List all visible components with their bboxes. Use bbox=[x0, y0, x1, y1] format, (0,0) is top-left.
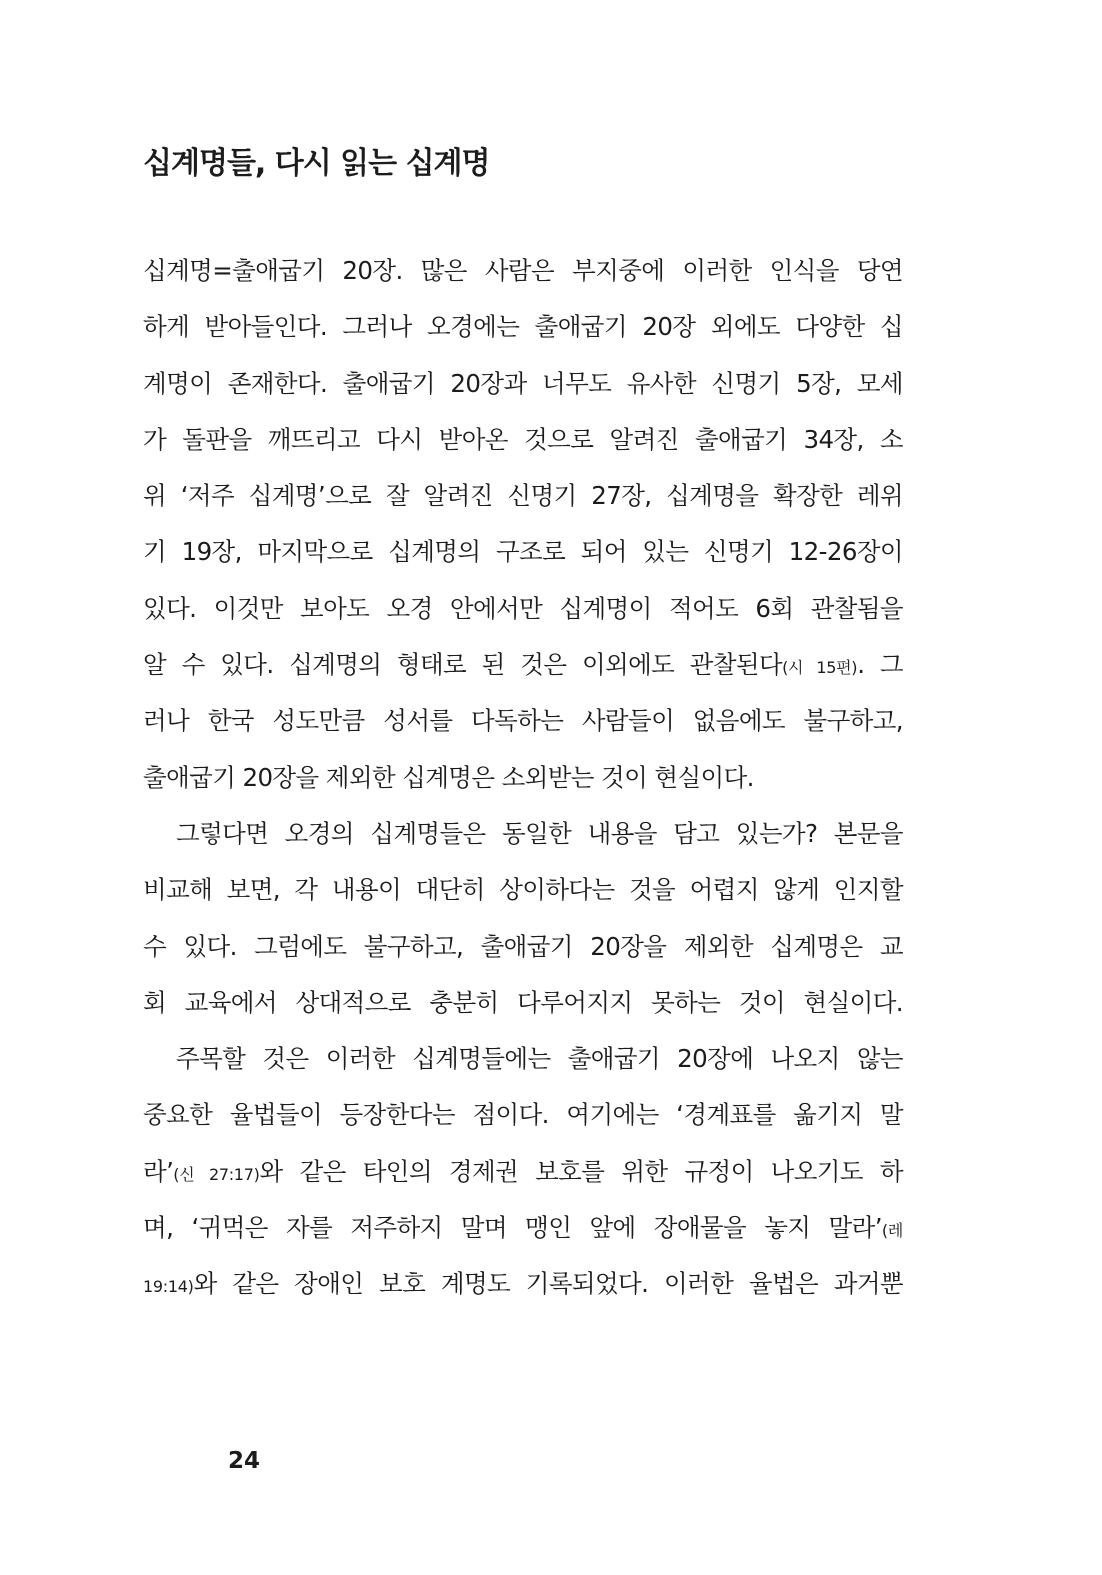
text-run: 며, ‘귀먹은 자를 저주하지 말며 맹인 앞에 장애물을 놓지 말라’ bbox=[143, 1213, 882, 1243]
text-line bbox=[143, 1200, 903, 1256]
text-line: 십계명=출애굽기 20장. 많은 사람은 부지중에 이러한 인식을 당연 bbox=[143, 256, 903, 285]
text-line: 그렇다면 오경의 십계명들은 동일한 내용을 담고 있는가? 본문을 bbox=[176, 818, 903, 848]
text-run: . 그 bbox=[857, 650, 903, 680]
text-line: 비교해 보면, 각 내용이 대단히 상이하다는 것을 어렵지 않게 인지할 bbox=[143, 875, 903, 905]
citation-note: (시 15편) bbox=[782, 658, 858, 678]
text-line: 위 ‘저주 십계명’으로 잘 알려진 신명기 27장, 십계명을 확장한 레위 bbox=[143, 481, 903, 511]
text-line bbox=[143, 637, 903, 693]
text-run: 라’ bbox=[143, 1156, 174, 1186]
text-line: 러나 한국 성도만큼 성서를 다독하는 사람들이 없음에도 불구하고, bbox=[143, 706, 903, 736]
section-title: 십계명들, 다시 읽는 십계명 bbox=[143, 146, 490, 181]
text-line: 계명이 존재한다. 출애굽기 20장과 너무도 유사한 신명기 5장, 모세 bbox=[143, 368, 903, 398]
text-run: 와 같은 장애인 보호 계명도 기록되었다. 이러한 율법은 과거뿐 bbox=[193, 1269, 903, 1299]
text-line: 회 교육에서 상대적으로 충분히 다루어지지 못하는 것이 현실이다. bbox=[143, 987, 903, 1017]
text-line: 중요한 율법들이 등장한다는 점이다. 여기에는 ‘경계표를 옮기지 말 bbox=[143, 1100, 903, 1130]
text-line: 기 19장, 마지막으로 십계명의 구조로 되어 있는 신명기 12-26장이 bbox=[143, 537, 903, 567]
body-text bbox=[143, 243, 903, 1313]
text-line: 출애굽기 20장을 제외한 십계명은 소외받는 것이 현실이다. bbox=[143, 762, 754, 792]
citation-note: (레 bbox=[881, 1221, 903, 1241]
text-line: 하게 받아들인다. 그러나 오경에는 출애굽기 20장 외에도 다양한 십 bbox=[143, 312, 903, 342]
text-line bbox=[143, 1256, 903, 1312]
text-line: 주목할 것은 이러한 십계명들에는 출애굽기 20장에 나오지 않는 bbox=[176, 1044, 903, 1074]
text-run: 와 같은 타인의 경제권 보호를 위한 규정이 나오기도 하 bbox=[259, 1156, 903, 1186]
text-run: 알 수 있다. 십계명의 형태로 된 것은 이외에도 관찰된다 bbox=[143, 650, 783, 680]
text-line bbox=[143, 1144, 903, 1200]
text-line: 가 돌판을 깨뜨리고 다시 받아온 것으로 알려진 출애굽기 34장, 소 bbox=[143, 424, 903, 454]
text-line: 수 있다. 그럼에도 불구하고, 출애굽기 20장을 제외한 십계명은 교 bbox=[143, 931, 903, 961]
page-number: 24 bbox=[228, 1448, 261, 1474]
text-line: 있다. 이것만 보아도 오경 안에서만 십계명이 적어도 6회 관찰됨을 bbox=[143, 593, 903, 623]
citation-note: 19:14) bbox=[143, 1277, 194, 1297]
citation-note: (신 27:17) bbox=[173, 1164, 260, 1184]
